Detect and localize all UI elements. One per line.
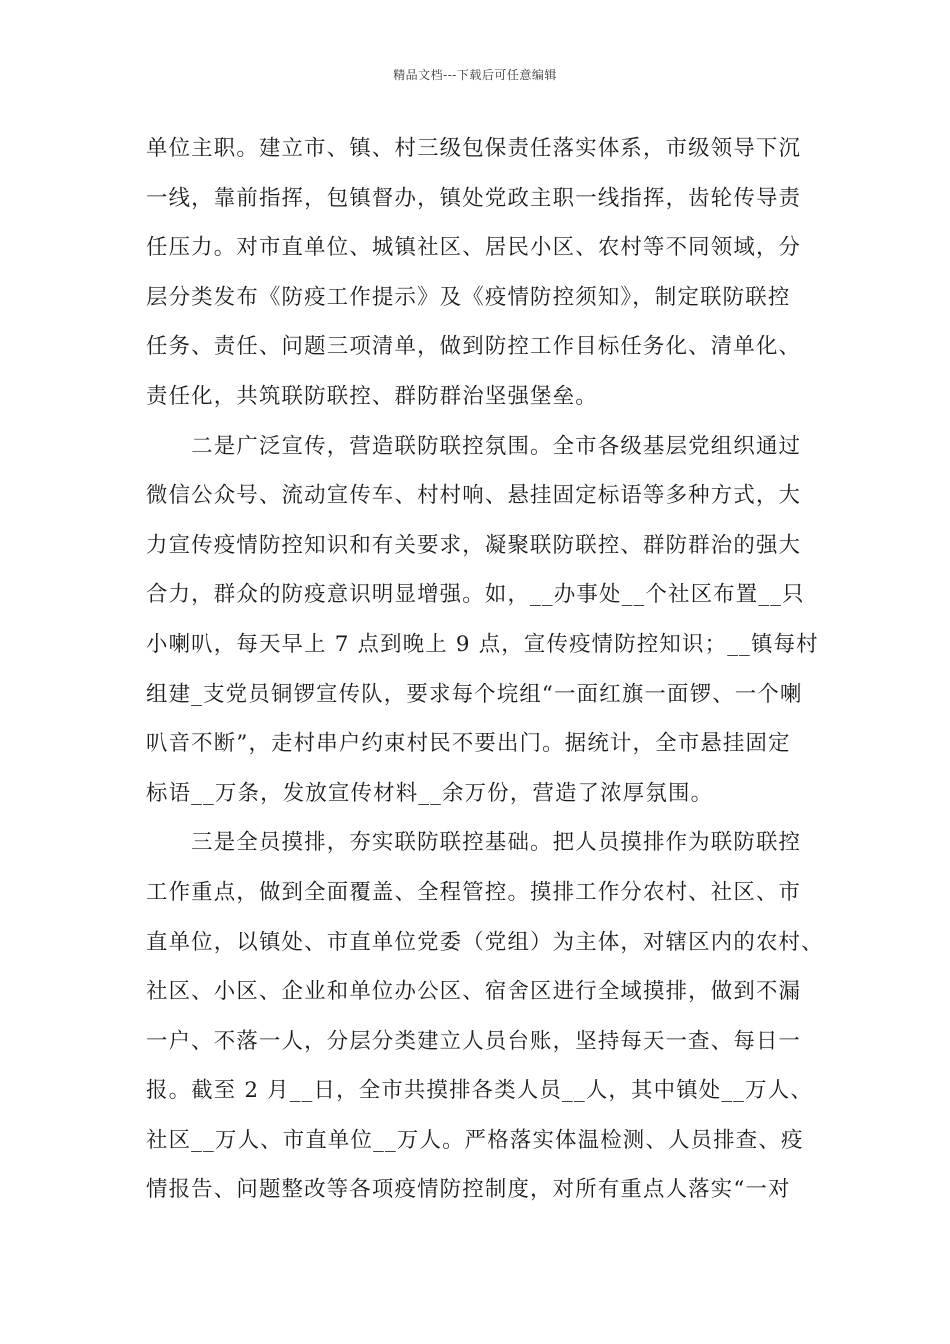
text-line: 责任化，共筑联防联控、群防群治坚强堡垒。 [146,383,598,409]
text-line: 任压力。对市直单位、城镇社区、居民小区、农村等不同领域，分 [146,235,802,261]
text-line: 社区__万人、市直单位__万人。严格落实体温检测、人员排查、疫 [146,1127,804,1153]
text-line: 层分类发布《防疫工作提示》及《疫情防控须知》，制定联防联控 [146,284,791,310]
text-line: 二是广泛宣传，营造联防联控氛围。全市各级基层党组织通过 [146,433,802,459]
text-line: 叭音不断”，走村串户约束村民不要出门。据统计，全市悬挂固定 [146,731,791,757]
text-line: 直单位，以镇处、市直单位党委（党组）为主体，对辖区内的农村、 [146,929,824,955]
text-line: 情报告、问题整改等各项疫情防控制度，对所有重点人落实“一对 [146,1177,791,1203]
text-line: 合力，群众的防疫意识明显增强。如，__办事处__个社区布置__只 [146,582,805,608]
text-line: 力宣传疫情防控知识和有关要求，凝聚联防联控、群防群治的强大 [146,532,802,558]
document-body [146,124,836,1215]
text-line: 社区、小区、企业和单位办公区、宿舍区进行全域摸排，做到不漏 [146,979,802,1005]
text-line: 任务、责任、问题三项清单，做到防控工作目标任务化、清单化、 [146,334,802,360]
text-line: 工作重点，做到全面覆盖、全程管控。摸排工作分农村、社区、市 [146,879,802,905]
text-line: 小喇叭，每天早上 7 点到晚上 9 点，宣传疫情防控知识；__镇每村 [146,631,819,657]
text-line: 一户、不落一人，分层分类建立人员台账，坚持每天一查、每日一 [146,1028,802,1054]
document-header: 精品文档---下载后可任意编辑 [393,68,557,82]
text-line: 三是全员摸排，夯实联防联控基础。把人员摸排作为联防联控 [146,830,802,856]
text-line: 组建_支党员铜锣宣传队，要求每个垸组“一面红旗一面锣、一个喇 [146,681,803,707]
text-line: 报。截至 2 月__日，全市共摸排各类人员__人，其中镇处__万人、 [146,1078,813,1104]
text-line: 一线，靠前指挥，包镇督办，镇处党政主职一线指挥，齿轮传导责 [146,185,802,211]
text-line: 标语__万条，发放宣传材料__余万份，营造了浓厚氛围。 [146,780,714,806]
text-line: 单位主职。建立市、镇、村三级包保责任落实体系，市级领导下沉 [146,136,802,161]
text-line: 微信公众号、流动宣传车、村村响、悬挂固定标语等多种方式，大 [146,483,802,509]
